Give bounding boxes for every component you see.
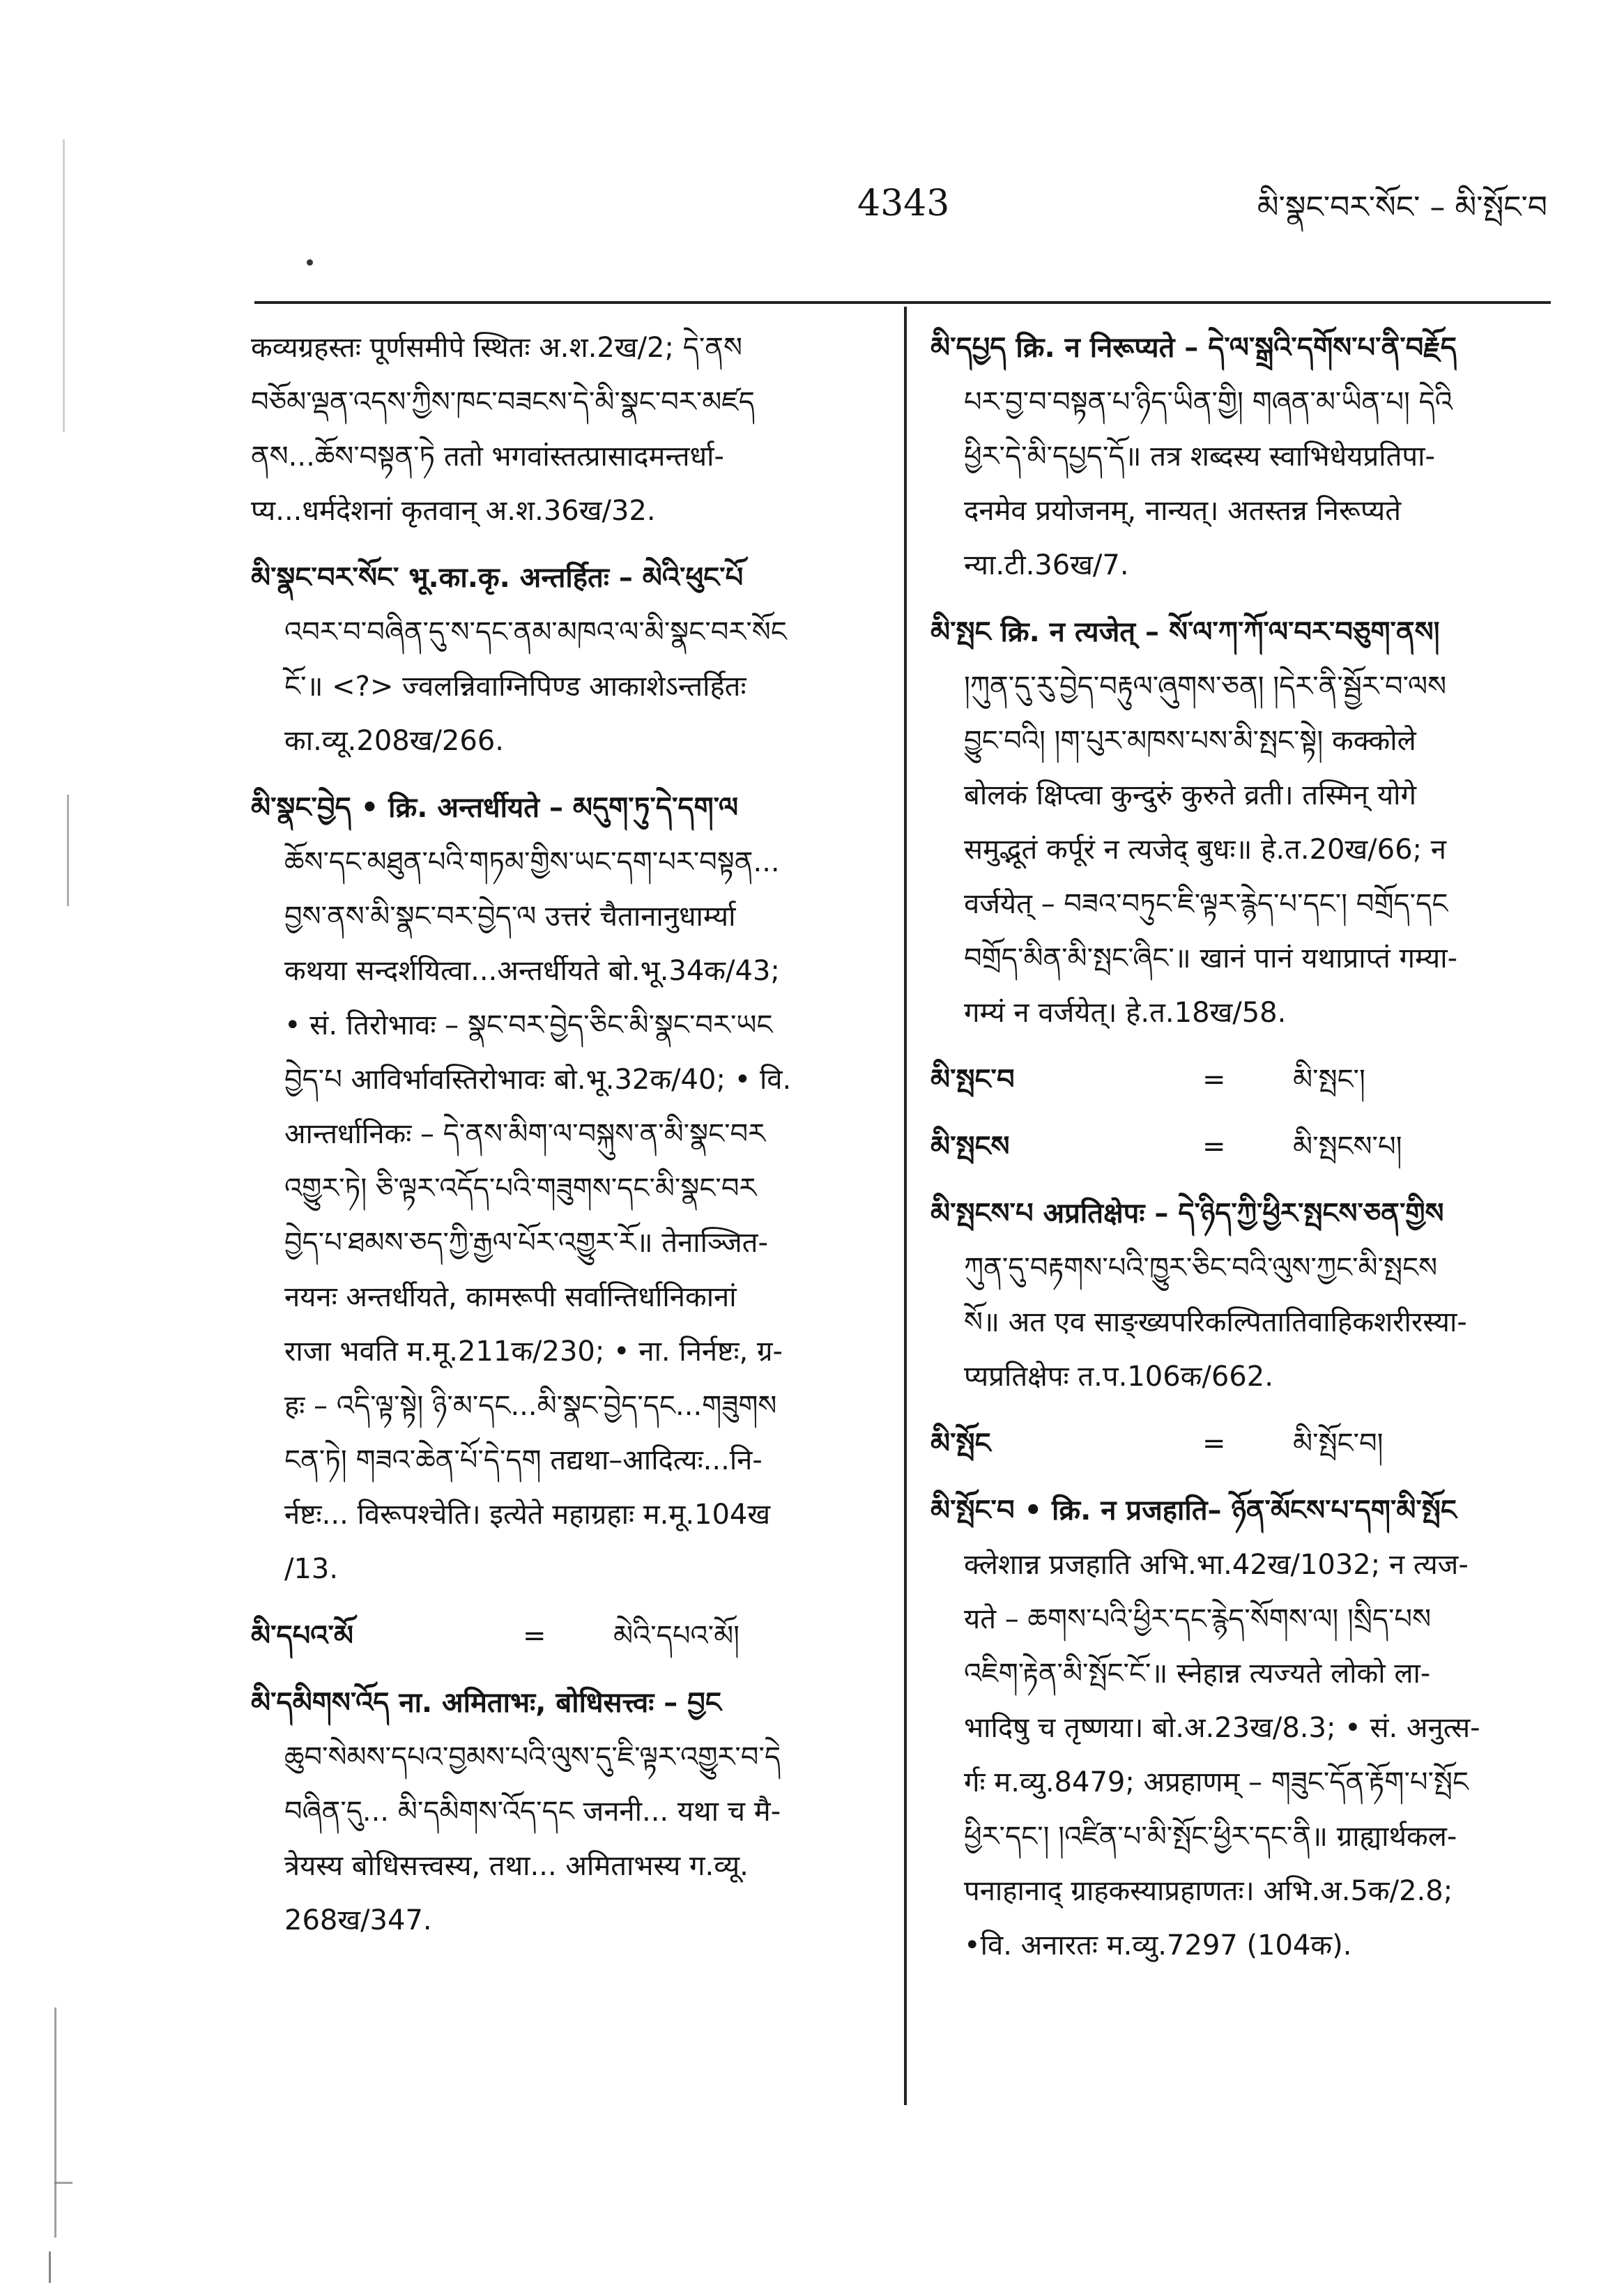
entry-line: र्गः म.व्यु.8479; अप्रहाणम् – གཟུང་དོན་རྟོག་པ་སྤོང	[964, 1766, 1469, 1798]
cross-reference-entry	[251, 1609, 878, 1663]
entry-line: ཆུབ་སེམས་དཔའ་བྱམས་པའི་ལུས་དུ་ཇི་ལྟར་འགྱུར་བ་དེ	[284, 1741, 781, 1773]
cross-reference-headword: མི་སྤངས	[930, 1131, 1010, 1163]
dictionary-entry	[251, 321, 878, 538]
entry-line: कव्यग्रहस्तः पूर्णसमीपे स्थितः अ.श.2ख/2; དེ་ནས	[251, 332, 742, 364]
scan-artifact	[49, 2251, 51, 2283]
stray-dot-mark	[307, 259, 313, 266]
entry-line: नयनः अन्तर्धीयते, कामरूपी सर्वान्तिर्धानिकानां	[284, 1281, 737, 1313]
cross-reference-target: མི་སྤངས་པ།	[1293, 1131, 1402, 1163]
cross-reference-headword: མི་སྤོང	[930, 1428, 991, 1460]
entry-headline: མི་དཔྱད क्रि. न निरूप्यते – དེ་ལ་སྒྲའི་དགོས་པ་ནི་བརྗོད	[930, 332, 1457, 364]
entry-line: त्रेयस्य बोधिसत्त्वस्य, तथा... अमिताभस्य ग.व्यू.	[284, 1850, 749, 1882]
entry-line: 268ख/347.	[284, 1904, 432, 1936]
entry-line: आन्तर्धानिकः – དེ་ནས་མིག་ལ་བསྐུས་ན་མི་སྣང་བར	[284, 1118, 766, 1150]
cross-reference-headword: མི་དཔའ་མོ	[251, 1620, 353, 1652]
cross-reference-headword: མི་སྤང་བ	[930, 1064, 1015, 1096]
entry-line: ཕྱིར་དང་། །འཛིན་པ་མི་སྤོང་ཕྱིར་དང་ནི॥ ग्राह्यार्थकल-	[964, 1821, 1457, 1853]
entry-line: སོ॥ अत एव साङ्ख्यपरिकल्पितातिवाहिकशरीरस्या-	[964, 1306, 1467, 1338]
cross-reference-target: མེའི་དཔའ་མོ།	[613, 1620, 740, 1652]
entry-line: འབར་བ་བཞིན་དུ་ས་དང་ནམ་མཁའ་ལ་མི་སྣང་བར་སོང	[284, 616, 787, 648]
entry-line: བཅོམ་ལྡན་འདས་ཀྱིས་ཁང་བཟངས་དེ་མི་སྣང་བར་མཛད	[251, 386, 755, 418]
entry-line: भादिषु च तृष्णया। बो.अ.23ख/8.3; • सं. अनुत्स-	[964, 1712, 1480, 1744]
entry-line: राजा भवति म.मू.211क/230; • ना. निर्नष्टः, ग्र-	[284, 1336, 783, 1368]
entry-line: ནས...ཆོས་བསྟན་ཏེ ततो भगवांस्तत्प्रासादमन्तर्धा-	[251, 441, 724, 473]
entry-line: क्लेशान्न प्रजहाति अभि.भा.42ख/1032; न त्यज-	[964, 1549, 1469, 1581]
entry-line: गम्यं न वर्जयेत्। हे.त.18ख/58.	[964, 997, 1287, 1029]
entry-headline: མི་སྣང་བྱེད • क्रि. अन्तर्धीयते – མདུག་ཏུ་དེ་དག་ལ	[251, 792, 739, 824]
cross-reference-entry	[930, 1119, 1544, 1174]
dictionary-entry	[930, 1186, 1544, 1404]
entry-headline: མི་སྤོང་བ • क्रि. न प्रजहाति– ཉོན་མོངས་པ་དག་མི་སྤོང	[930, 1494, 1457, 1527]
entry-headline: མི་སྤངས་པ अप्रतिक्षेपः – དེ་ཉིད་ཀྱི་ཕྱིར་སྤངས་ཅན་གྱིས	[930, 1198, 1444, 1230]
header-rule	[254, 301, 1551, 304]
cross-reference-entry	[930, 1053, 1544, 1107]
entry-line: •वि. अनारतः म.व्यु.7297 (104क).	[964, 1929, 1352, 1962]
entry-line: བྱུང་བའི། །ག་པུར་མཁས་པས་མི་སྤང་སྟེ། कक्कोले	[964, 725, 1416, 757]
entry-line: བྱེད་པ आविर्भावस्तिरोभावः बो.भू.32क/40; • वि.	[284, 1064, 792, 1096]
entry-headline: མི་སྣང་བར་སོང་ भू.का.कृ. अन्तर्हितः – མེའི་ཕུང་པོ	[251, 562, 744, 594]
cross-reference-entry	[930, 1416, 1544, 1471]
entry-line: པར་བྱ་བ་བསྟན་པ་ཉིད་ཡིན་གྱི། གཞན་མ་ཡིན་པ། དེའི	[964, 386, 1453, 418]
left-column	[251, 321, 878, 1960]
scan-artifact	[67, 795, 69, 906]
entry-line: पनाहानाद् ग्राहकस्याप्रहाणतः। अभि.अ.5क/2.8;	[964, 1875, 1453, 1907]
equals-sign: =	[1202, 1131, 1226, 1163]
entry-line: दनमेव प्रयोजनम्, नान्यत्। अतस्तन्न निरूप्यते	[964, 495, 1402, 527]
entry-line: बोलकं क्षिप्त्वा कुन्दुरुं कुरुते व्रती। तस्मिन् योगे	[964, 779, 1417, 811]
dictionary-entry	[251, 1676, 878, 1948]
entry-line: कथया सन्दर्शयित्वा...अन्तर्धीयते बो.भू.34क/43;	[284, 955, 780, 987]
dictionary-entry	[251, 551, 878, 768]
entry-line: का.व्यू.208ख/266.	[284, 725, 504, 757]
entry-line: འཇིག་རྟེན་མི་སྤོང་ངོ་॥ स्नेहान्न त्यज्यते लोको ला-	[964, 1658, 1431, 1690]
entry-line: བྱས་ནས་མི་སྣང་བར་བྱེད་ལ उत्तरं चैतानानुधार्म्या	[284, 901, 736, 933]
entry-line: /13.	[284, 1553, 339, 1585]
dictionary-entry	[930, 1483, 1544, 1973]
right-column	[930, 321, 1544, 1985]
entry-line: समुद्भूतं कर्पूरं न त्यजेद् बुधः॥ हे.त.20ख/66; न	[964, 834, 1446, 866]
running-title: མི་སྣང་བར་སོང་ – མི་སྤོང་བ	[1257, 190, 1547, 225]
dictionary-entry	[930, 321, 1544, 592]
entry-line: ཆོས་དང་མཐུན་པའི་གཏམ་གྱིས་ཡང་དག་པར་བསྟན...	[284, 846, 780, 878]
entry-line: བྱེད་པ་ཐམས་ཅད་ཀྱི་རྒྱལ་པོར་འགྱུར་རོ॥ तेनाञ्जित-	[284, 1227, 768, 1259]
entry-line: བཞིན་དུ... མི་དམིགས་འོད་དང जननी... यथा च मै-	[284, 1796, 781, 1828]
cross-reference-target: མི་སྤང་།	[1293, 1064, 1365, 1096]
scan-artifact	[54, 2008, 56, 2238]
entry-line: ཀུན་དུ་བརྟགས་པའི་ཁྱུར་ཅིང་བའི་ལུས་ཀྱང་མི་སྤངས	[964, 1252, 1438, 1284]
entry-line: བགྲོད་མིན་མི་སྤང་ཞིང་॥ खानं पानं यथाप्राप्तं गम्या-	[964, 942, 1458, 974]
entry-headline: མི་དམིགས་འོད ना. अमिताभः, बोधिसत्त्वः – བྱང	[251, 1687, 721, 1719]
entry-line: हः – འདི་ལྟ་སྟེ། ཉི་མ་དང...མི་སྣང་བྱེད་དང...གཟུགས	[284, 1390, 777, 1422]
equals-sign: =	[523, 1620, 546, 1652]
entry-line: प्यप्रतिक्षेपः त.प.106क/662.	[964, 1361, 1273, 1393]
equals-sign: =	[1202, 1428, 1226, 1460]
entry-line: འགྱུར་ཏེ། ཅི་ལྟར་འདོད་པའི་གཟུགས་དང་མི་སྣང་བར	[284, 1172, 757, 1205]
entry-line: न्या.टी.36ख/7.	[964, 549, 1129, 581]
entry-line: །ཀུན་དུ་རུ་བྱེད་བརྟུལ་ཞུགས་ཅན། །དེར་ནི་སྦྱོར་བ་ལས	[964, 671, 1447, 703]
entry-line: यते – ཆགས་པའི་ཕྱིར་དང་རྙེད་སོགས་ལ། །སྲིད་པས	[964, 1603, 1432, 1635]
entry-line: ཕྱིར་དེ་མི་དཔྱད་དོ॥ तत्र शब्दस्य स्वाभिधेयप्रतिपा-	[964, 441, 1435, 473]
column-divider	[904, 307, 907, 2105]
equals-sign: =	[1202, 1064, 1226, 1096]
page-number: 4343	[857, 183, 950, 224]
entry-line: ངོ་॥ <?> ज्वलन्निवाग्निपिण्ड आकाशेऽन्तर्हितः	[284, 671, 746, 703]
scan-artifact	[63, 139, 65, 432]
entry-line: प्य...धर्मदेशनां कृतवान् अ.श.36ख/32.	[251, 495, 656, 527]
entry-line: ངན་ཏེ། གཟའ་ཆེན་པོ་དེ་དག तद्यथा–आदित्यः...नि-	[284, 1444, 763, 1476]
dictionary-entry	[251, 781, 878, 1596]
dictionary-entry	[930, 605, 1544, 1040]
entry-line: • सं. तिरोभावः – སྣང་བར་བྱེད་ཅིང་མི་སྣང་བར་ཡང	[284, 1009, 773, 1041]
entry-line: र्नष्टः... विरूपश्चेति। इत्येते महाग्रहाः म.मू.104ख	[284, 1499, 771, 1531]
entry-headline: མི་སྤང क्रि. न त्यजेत् – སོ་ལ་ཀ་ཀོ་ལ་བར་བཅུག་ནས།	[930, 616, 1440, 648]
scan-artifact	[54, 2182, 72, 2184]
entry-line: वर्जयेत् – བཟའ་བཏུང་ཇི་ལྟར་རྙེད་པ་དང་། བགྲོད་དང	[964, 888, 1448, 920]
cross-reference-target: མི་སྤོང་བ།	[1293, 1428, 1384, 1460]
